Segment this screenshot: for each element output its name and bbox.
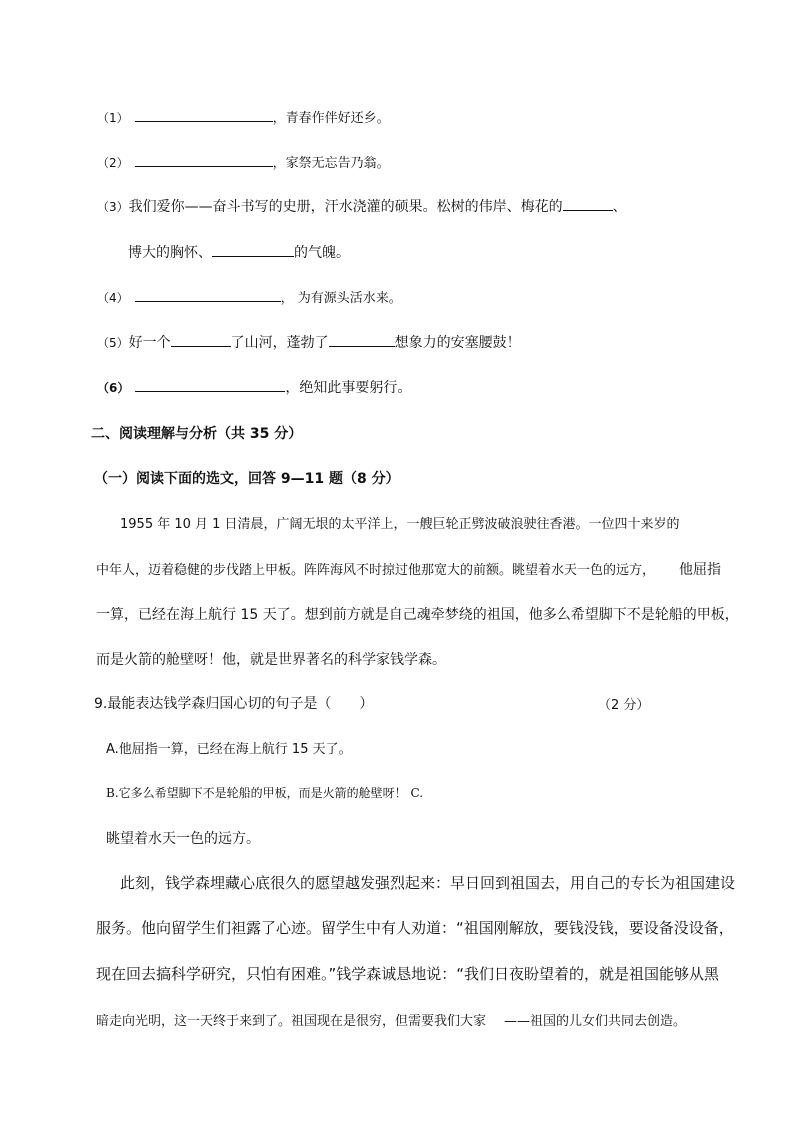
passage-line	[96, 559, 721, 579]
passage2-line: 现在回去搞科学研究，只怕有困难。”钱学森诚恳地说：“我们日夜盼望着的，就是祖国能够从黑	[96, 965, 720, 983]
fill-item-3-cont	[128, 242, 350, 262]
part-title: （一）阅读下面的选文，回答 9—11 题（8 分）	[94, 471, 400, 487]
answer-blank[interactable]	[329, 332, 395, 347]
item-text: 博大的胸怀、	[128, 245, 212, 261]
passage-text: 他屈指	[679, 562, 722, 578]
passage-line: 一算，已经在海上航行 15 天了。想到前方就是自己魂牵梦绕的祖国，他多么希望脚下不是轮船的甲板，	[96, 607, 739, 623]
item-number: （5）	[97, 336, 129, 350]
answer-blank[interactable]	[171, 332, 231, 347]
fill-item-1	[97, 107, 390, 126]
option-a: A.他屈指一算，已经在海上航行 15 天了。	[106, 742, 352, 757]
question-9-stem	[94, 693, 373, 713]
item-text: 好一个	[128, 335, 171, 351]
item-number: （4）	[97, 291, 129, 305]
item-number: （3）	[97, 200, 129, 214]
passage-text: 中年人，迈着稳健的步伐踏上甲板。阵阵海风不时掠过他那宽大的前额。眺望着水天一色的远方，	[96, 563, 656, 578]
fill-item-5	[97, 332, 521, 352]
answer-blank[interactable]	[135, 107, 273, 122]
fill-item-3	[97, 196, 627, 216]
item-text: ，青春作伴好还乡。	[272, 111, 390, 126]
item-text: ，绝知此事要躬行。	[285, 380, 412, 396]
passage-text: ——祖国的儿女们共同去创造。	[504, 1014, 687, 1029]
section-title: 二、阅读理解与分析（共 35 分）	[91, 426, 303, 442]
option-b: B.它多么希望脚下不是轮船的甲板，而是火箭的舱壁呀！ C.	[106, 786, 424, 800]
item-number: （1）	[97, 111, 129, 125]
passage2-line: 服务。他向留学生们袒露了心迹。留学生中有人劝道：“祖国刚解放，要钱没钱，要设备没设备，	[96, 919, 734, 937]
item-text: 我们爱你——奋斗书写的史册，汗水浇灌的硕果。松树的伟岸、梅花的	[128, 199, 563, 215]
option-c: 眺望着水天一色的远方。	[106, 831, 260, 847]
fill-item-4	[97, 287, 402, 306]
item-number: （6）	[97, 381, 130, 395]
answer-blank[interactable]	[563, 196, 613, 211]
item-text: 了山河，蓬勃了	[230, 335, 329, 351]
passage-text: 暗走向光明，这一天终于来到了。祖国现在是很穷，但需要我们大家	[96, 1014, 487, 1029]
item-text: ， 为有源头活水来。	[280, 291, 402, 306]
item-text-end: 、	[612, 199, 627, 215]
answer-blank[interactable]	[212, 242, 294, 257]
answer-blank[interactable]	[135, 377, 285, 392]
item-text: ，家祭无忘告乃翁。	[272, 156, 390, 171]
answer-blank[interactable]	[135, 287, 281, 302]
passage2-line: 此刻，钱学森埋藏心底很久的愿望越发强烈起来：早日回到祖国去，用自己的专长为祖国建设	[120, 874, 736, 892]
fill-item-6	[97, 377, 411, 397]
passage2-line	[96, 1010, 686, 1029]
item-text: 想象力的安塞腰鼓！	[394, 335, 521, 351]
item-number: （2）	[97, 156, 129, 170]
passage-line: 而是火箭的舱壁呀！他，就是世界著名的科学家钱学森。	[96, 652, 446, 668]
answer-blank[interactable]	[135, 152, 273, 167]
passage-line: 1955 年 10 月 1 日清晨，广阔无垠的太平洋上，一艘巨轮正劈波破浪驶往香港。一位四十来岁的	[120, 517, 680, 532]
fill-item-2	[97, 152, 390, 171]
question-9-score: （2 分）	[598, 698, 650, 713]
item-text: 的气魄。	[294, 245, 350, 261]
question-stem: 9.最能表达钱学森归国心切的句子是（ ）	[94, 696, 374, 712]
